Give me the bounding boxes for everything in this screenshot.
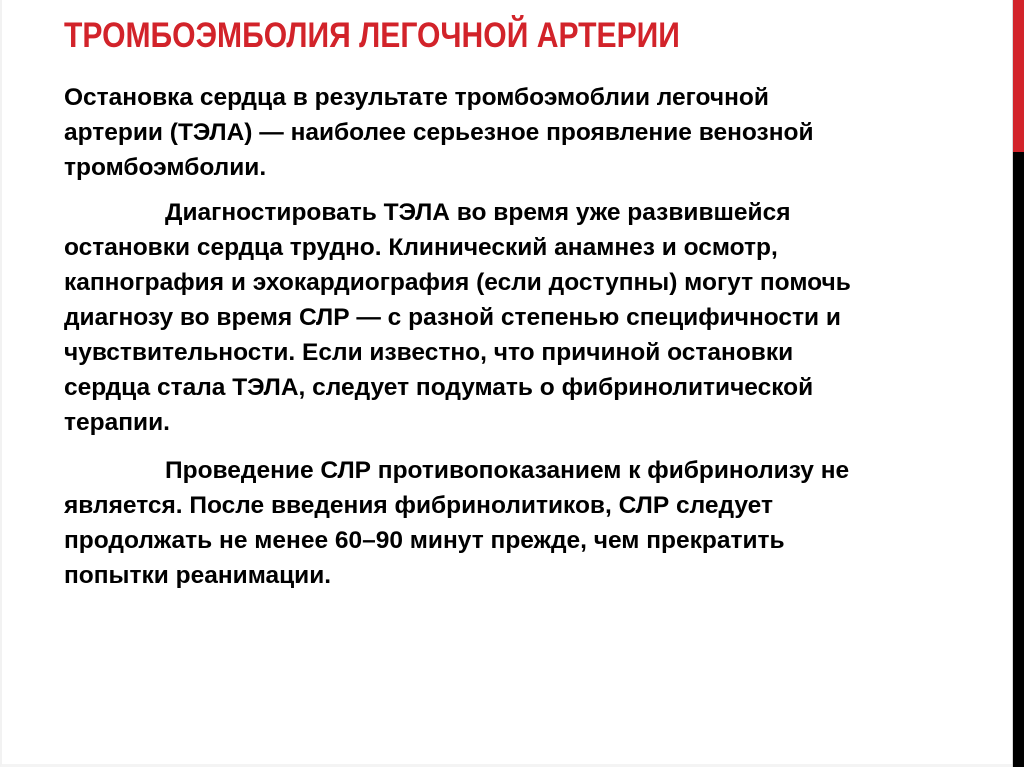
- paragraph-3: [64, 453, 979, 593]
- text-line: попытки реанимации.: [64, 562, 332, 589]
- slide-body: [64, 80, 979, 603]
- paragraph-1: [64, 80, 979, 185]
- text-line: остановки сердца трудно. Клинический анамнез и осмотр,: [64, 234, 778, 261]
- side-bar-black-segment: [1013, 152, 1024, 767]
- side-bar-red-segment: [1013, 0, 1024, 152]
- paragraph-2: [64, 195, 979, 440]
- text-line: артерии (ТЭЛА) — наиболее серьезное проявление венозной: [64, 119, 814, 146]
- text-line: является. После введения фибринолитиков, СЛР следует: [64, 492, 773, 519]
- text-line: сердца стала ТЭЛА, следует подумать о фибринолитической: [64, 374, 814, 401]
- text-line: продолжать не менее 60–90 минут прежде, чем прекратить: [64, 527, 785, 554]
- slide-title: ТРОМБОЭМБОЛИЯ ЛЕГОЧНОЙ АРТЕРИИ: [64, 16, 680, 55]
- text-line: диагнозу во время СЛР — с разной степенью специфичности и: [64, 304, 841, 331]
- text-line: Проведение СЛР противопоказанием к фибринолизу не: [165, 457, 850, 484]
- text-line: терапии.: [64, 409, 170, 436]
- text-line: капнография и эхокардиография (если доступны) могут помочь: [64, 269, 851, 296]
- text-line: чувствительности. Если известно, что причиной остановки: [64, 339, 794, 366]
- text-line: тромбоэмболии.: [64, 154, 267, 181]
- text-line: Диагностировать ТЭЛА во время уже развившейся: [165, 199, 791, 226]
- text-line: Остановка сердца в результате тромбоэмоблии легочной: [64, 84, 769, 111]
- decorative-side-bar: [1012, 0, 1024, 767]
